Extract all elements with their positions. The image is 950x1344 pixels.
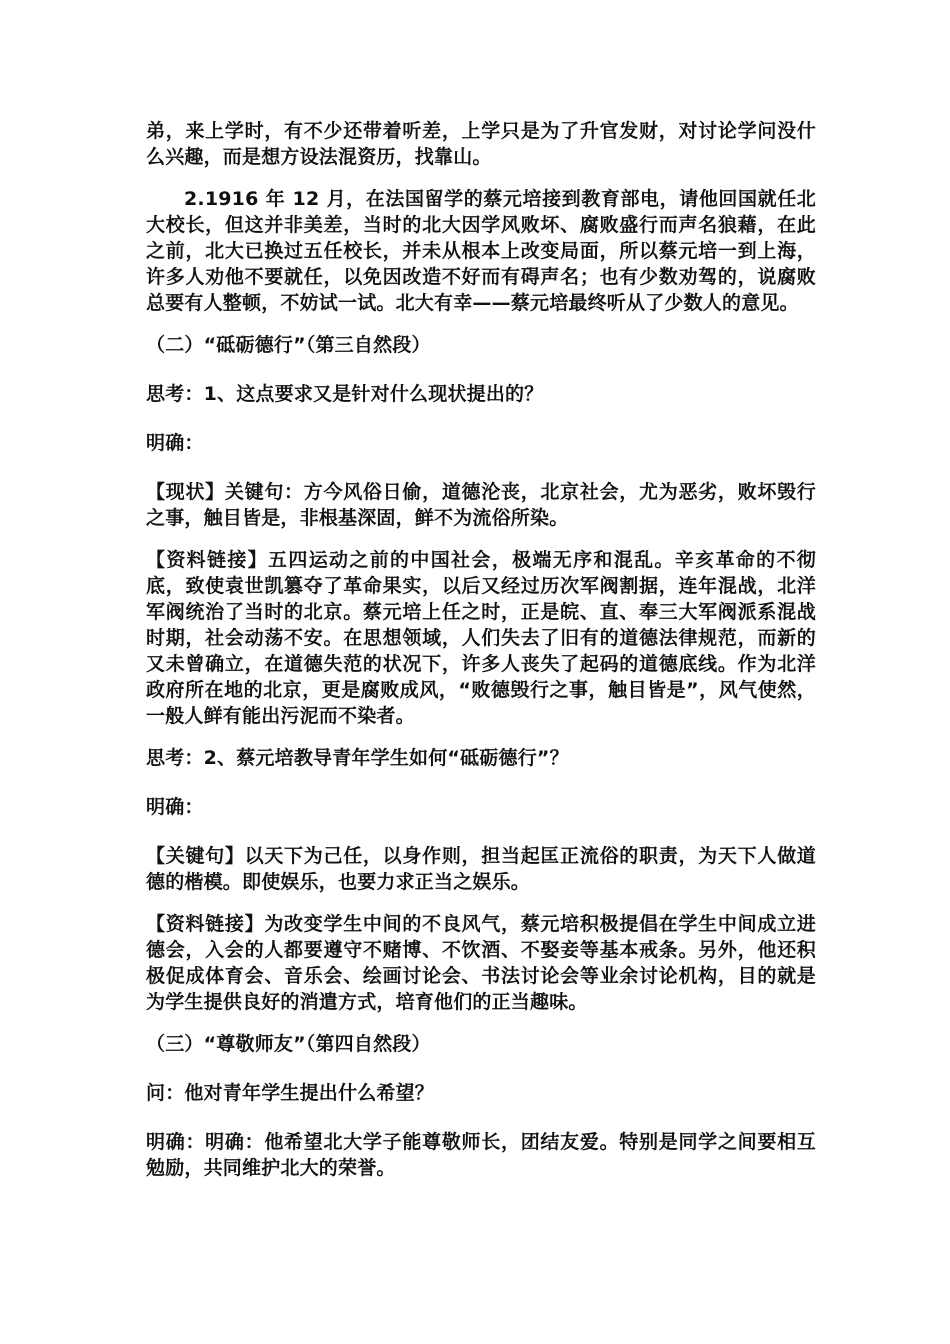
answer-label-1: 明确：: [146, 432, 204, 454]
resource-link-2: 【资料链接】为改变学生中间的不良风气，蔡元培积极提倡在学生中间成立进德会，入会的人都要遵守不赌博、不饮酒、不娶妾等基本戒条。另外，他还积极促成体育会、音乐会、绘画讨论会、书法讨论会等业余讨论机构，目的就是为学生提供良好的消遣方式，培育他们的正当趣味。: [146, 913, 816, 1013]
section-heading-2: （二）“砥砺德行”（第三自然段）: [146, 334, 431, 356]
answer-label-2: 明确：: [146, 796, 204, 818]
question-1: 思考：1、这点要求又是针对什么现状提出的？: [146, 383, 544, 405]
question-2: 思考：2、蔡元培教导青年学生如何“砥砺德行”？: [146, 747, 569, 769]
key-sentence-2: 【关键句】以天下为己任，以身作则，担当起匡正流俗的职责，为天下人做道德的楷模。即使娱乐，也要力求正当之娱乐。: [146, 845, 816, 893]
paragraph-continuation: 弟，来上学时，有不少还带着听差，上学只是为了升官发财，对讨论学问没什么兴趣，而是想方设法混资历，找靠山。: [146, 120, 816, 168]
document-body: [146, 118, 816, 1197]
question-3: 问：他对青年学生提出什么希望？: [146, 1082, 435, 1104]
paragraph-background-note: 2.1916 年 12 月，在法国留学的蔡元培接到教育部电，请他回国就任北大校长，但这并非美差，当时的北大因学风败坏、腐败盛行而声名狼藉，在此之前，北大已换过五任校长，并未从根本上改变局面，所以蔡元培一到上海，许多人劝他不要就任，以免因改造不好而有碍声名；也有少数劝驾的，说腐败总要有人整顿，不妨试一试。北大有幸——蔡元培最终听从了少数人的意见。: [146, 188, 816, 314]
resource-link-1: 【资料链接】五四运动之前的中国社会，极端无序和混乱。辛亥革命的不彻底，致使袁世凯篡夺了革命果实，以后又经过历次军阀割据，连年混战，北洋军阀统治了当时的北京。蔡元培上任之时，正是皖、直、奉三大军阀派系混战时期，社会动荡不安。在思想领域，人们失去了旧有的道德法律规范，而新的又未曾确立，在道德失范的状况下，许多人丧失了起码的道德底线。作为北洋政府所在地的北京，更是腐败成风，“败德毁行之事，触目皆是”，风气使然，一般人鲜有能出污泥而不染者。: [146, 549, 816, 727]
section-heading-3: （三）“尊敬师友”（第四自然段）: [146, 1033, 431, 1055]
key-sentence-status: 【现状】关键句：方今风俗日偷，道德沦丧，北京社会，尤为恶劣，败坏毁行之事，触目皆是，非根基深固，鲜不为流俗所染。: [146, 481, 816, 529]
answer-3: 明确：明确：他希望北大学子能尊敬师长，团结友爱。特别是同学之间要相互勉励，共同维护北大的荣誉。: [146, 1131, 816, 1179]
